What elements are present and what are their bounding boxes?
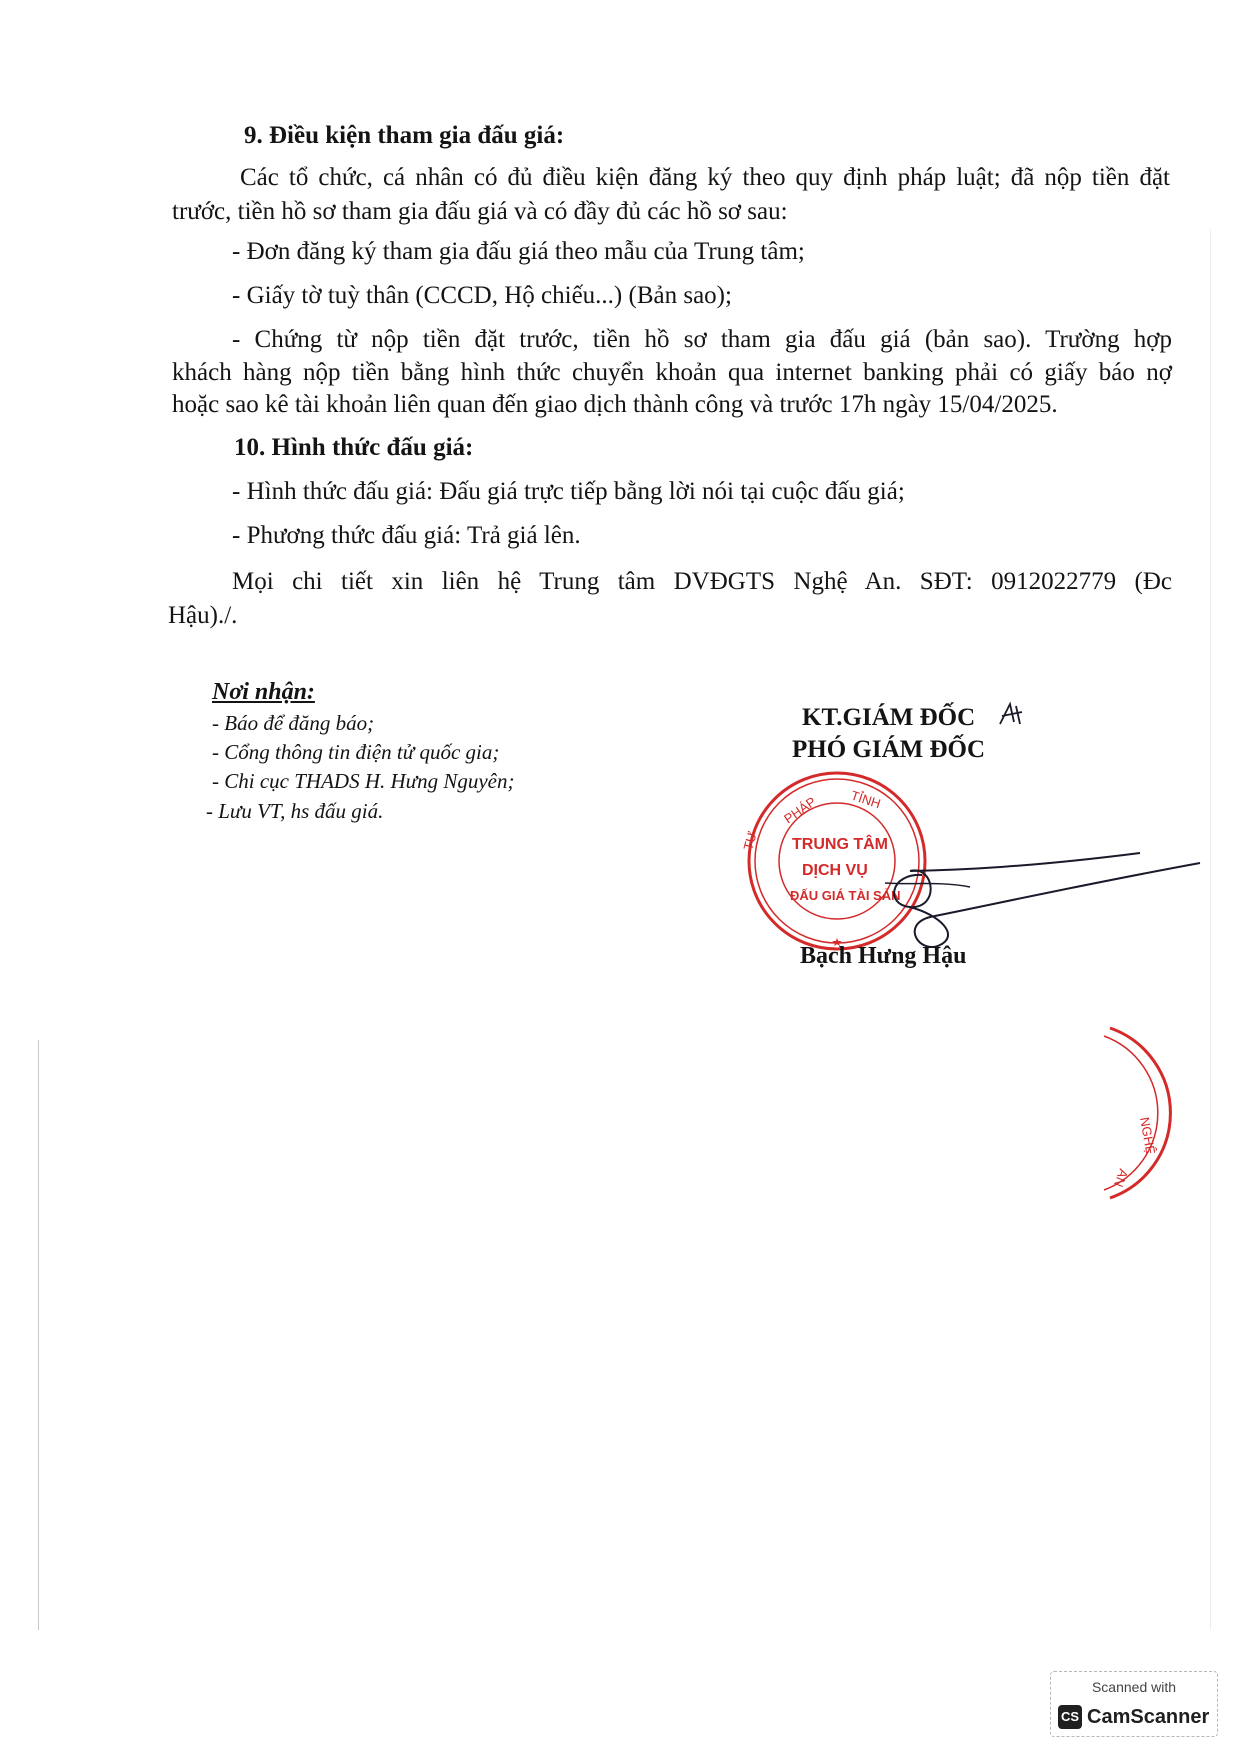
signature-title-1: KT.GIÁM ĐỐC [802, 704, 976, 731]
svg-text:TỈNH: TỈNH [849, 787, 883, 812]
badge-brand: CamScanner [1087, 1706, 1210, 1728]
signer-name: Bạch Hưng Hậu [800, 943, 967, 969]
section-9-item-3-line-2: khách hàng nộp tiền bằng hình thức chuyển khoản qua internet banking phải có giấy báo nợ [172, 359, 1172, 386]
contact-line-1: Mọi chi tiết xin liên hệ Trung tâm DVĐGTS Nghệ An. SĐT: 0912022779 (Đc [232, 568, 1172, 595]
section-10-heading: 10. Hình thức đấu giá: [234, 434, 474, 461]
svg-text:PHÁP: PHÁP [781, 793, 819, 827]
recipient-item: - Chi cục THADS H. Hưng Nguyên; [212, 769, 515, 793]
section-10-item-2: - Phương thức đấu giá: Trả giá lên. [232, 522, 581, 549]
section-9-item-3-line-1: - Chứng từ nộp tiền đặt trước, tiền hồ sơ tham gia đấu giá (bản sao). Trường hợp [232, 326, 1172, 353]
section-9-item-2: - Giấy tờ tuỳ thân (CCCD, Hộ chiếu...) (Bản sao); [232, 282, 732, 309]
section-9-item-3-line-3: hoặc sao kê tài khoản liên quan đến giao dịch thành công và trước 17h ngày 15/04/2025. [172, 391, 1058, 418]
stamp-text-line-2: DỊCH VỤ [802, 862, 868, 879]
camscanner-logo-icon: CS [1058, 1705, 1082, 1729]
initial-mark [996, 700, 1026, 728]
stamp-text-line-3: ĐẤU GIÁ TÀI SẢN [790, 888, 901, 903]
section-9-heading: 9. Điều kiện tham gia đấu giá: [244, 122, 565, 149]
section-10-item-1: - Hình thức đấu giá: Đấu giá trực tiếp bằng lời nói tại cuộc đấu giá; [232, 478, 905, 505]
badge-caption: Scanned with [1091, 1679, 1177, 1695]
recipient-item: - Lưu VT, hs đấu giá. [206, 799, 384, 823]
camscanner-badge [1050, 1671, 1218, 1737]
svg-text:NGHỆ: NGHỆ [1137, 1115, 1159, 1156]
signature-title-2: PHÓ GIÁM ĐỐC [792, 736, 986, 763]
section-9-intro-line-2: trước, tiền hồ sơ tham gia đấu giá và có đầy đủ các hồ sơ sau: [172, 198, 788, 225]
svg-text:AN: AN [1111, 1166, 1132, 1190]
section-9-intro-line-1: Các tổ chức, cá nhân có đủ điều kiện đăng ký theo quy định pháp luật; đã nộp tiền đặt [240, 164, 1170, 191]
recipients-heading: Nơi nhận: [212, 679, 315, 705]
recipient-item: - Cổng thông tin điện tử quốc gia; [212, 740, 500, 764]
contact-line-2: Hậu)./. [168, 602, 238, 629]
section-9-item-1: - Đơn đăng ký tham gia đấu giá theo mẫu của Trung tâm; [232, 238, 805, 265]
svg-text:TƯ: TƯ [742, 829, 760, 852]
partial-stamp [1090, 1018, 1200, 1208]
stamp-text-line-1: TRUNG TÂM [792, 836, 888, 853]
recipient-item: - Báo để đăng báo; [212, 711, 375, 735]
scan-edge-line-right [1210, 230, 1211, 1630]
scan-edge-line [38, 1040, 39, 1630]
